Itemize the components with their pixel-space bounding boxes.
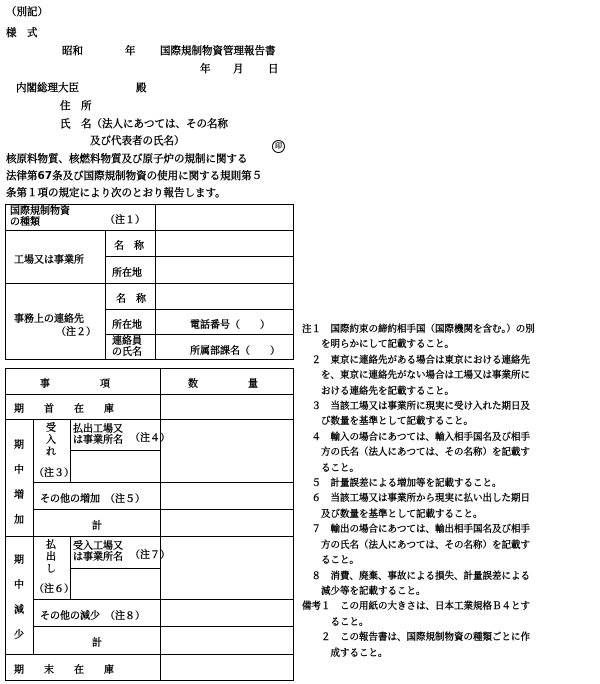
closing-inventory-label: 期 末 在 庫 [14,665,114,676]
quantity-column-header: 数 量 [188,379,258,390]
form-label: 様 式 [6,27,38,39]
opening-inventory-label: 期 首 在 庫 [14,404,114,415]
note-line: 減少等を記載すること。 [302,585,426,597]
note-line: を明らかにして記載すること。 [302,339,455,351]
receive-source-note: （注４） [130,433,170,444]
honorific: 殿 [136,82,147,94]
note-line: ３ 当該工場又は事業所に現実に受け入れた期日及 [302,401,531,413]
note-line: を、東京に連絡先がない場合は工場又は事業所に [302,370,531,382]
note-line: ４ 輸入の場合にあつては、輸入相手国名及び相手 [302,431,531,443]
addressee: 内閣総理大臣 [16,82,79,94]
factory-location-label: 所在地 [112,268,142,279]
intro-line-3: 条第１項の規定により次のとおり報告します。 [6,187,226,199]
decrease-total-label: 計 [92,638,102,649]
seal-glyph: 印 [272,140,285,153]
contact-label: 事務上の連絡先 [14,314,84,325]
material-type-label: 国際規制物資 の種類 [10,206,70,228]
department-label: 所属部課名（ ） [190,346,280,357]
note-line: ５ 計量誤差による増加等を記載すること。 [302,478,502,490]
date-day: 日 [268,63,279,75]
receive-label: 受 入 れ [46,423,56,458]
other-decrease-label: その他の減少 （注８） [40,611,145,622]
note-line: 方の氏名（法人にあつては、その名称）を記載す [302,539,531,551]
note-line: 備考１ この用紙の大きさは、日本工業規格Ｂ４とす [302,601,531,613]
intro-line-2: 法律第67条及び国際規制物資の使用に関する規則第５ [6,170,263,182]
material-type-note: （注１） [105,215,145,226]
name-label: 氏 名（法人にあつては、その名称 [60,118,228,130]
seal-mark [272,133,285,153]
representative-label: 及び代表者の氏名） [90,135,185,147]
other-increase-label: その他の増加 （注５） [40,494,145,505]
note-line: ること。 [302,462,360,474]
era-label: 昭和 [62,45,83,57]
ship-destination-note: （注７） [130,550,170,561]
date-year: 年 [200,63,211,75]
increase-total-label: 計 [92,521,102,532]
ship-note: （注６） [34,584,74,595]
receive-source-label: 払出工場又 は事業所名 [73,424,123,446]
note-line: ７ 輸出の場合にあつては、輸出相手国名及び相手 [302,524,531,536]
note-line: ２ 東京に連絡先がある場合は東京における連絡先 [302,354,531,366]
phone-label: 電話番号（ ） [190,320,270,331]
note-line: ること。 [302,616,369,628]
note-line: 方の氏名（法人にあつては、その名称）を記載す [302,447,531,459]
intro-line-1: 核原料物質、核燃料物質及び原子炉の規制に関する [6,153,248,165]
date-month: 月 [233,63,244,75]
contact-location-label: 所在地 [112,320,142,331]
note-line: ８ 消費、廃棄、事故による損失、計量誤差による [302,570,531,582]
address-label: 住 所 [60,100,92,112]
note-line: ること。 [302,555,360,567]
contact-person-label: 連絡員 の氏名 [112,336,142,358]
year-label: 年 [125,45,136,57]
note-line: 注１ 国際約束の締約相手国（国際機関を含む。）の別 [302,324,535,335]
note-line: おける連絡先を記載すること。 [302,385,455,397]
note-line: 成すること。 [302,647,388,659]
contact-name-label: 名 称 [116,294,146,305]
note-tag: （別記） [6,6,48,18]
ship-destination-label: 受入工場又 は事業所名 [73,541,123,563]
receive-note: （注３） [34,468,74,479]
increase-label: 期 中 増 加 [14,440,24,526]
factory-label: 工場又は事業所 [14,255,84,266]
note-line: 及び数量を基準として記載すること。 [302,508,483,520]
notes-block [302,322,535,661]
decrease-label: 期 中 減 少 [14,555,24,641]
contact-note: （注２） [56,327,96,338]
note-line: び数量を基準として記載すること。 [302,416,474,428]
note-line: ２ この報告書は、国際規制物資の種類ごとに作 [302,632,531,644]
factory-name-label: 名 称 [114,241,144,252]
form-title: 国際規制物資管理報告書 [160,45,276,57]
item-column-header: 事 項 [40,379,110,390]
note-line: ６ 当該工場又は事業所から現実に払い出した期日 [302,493,531,505]
ship-label: 払 出 し [46,540,56,575]
